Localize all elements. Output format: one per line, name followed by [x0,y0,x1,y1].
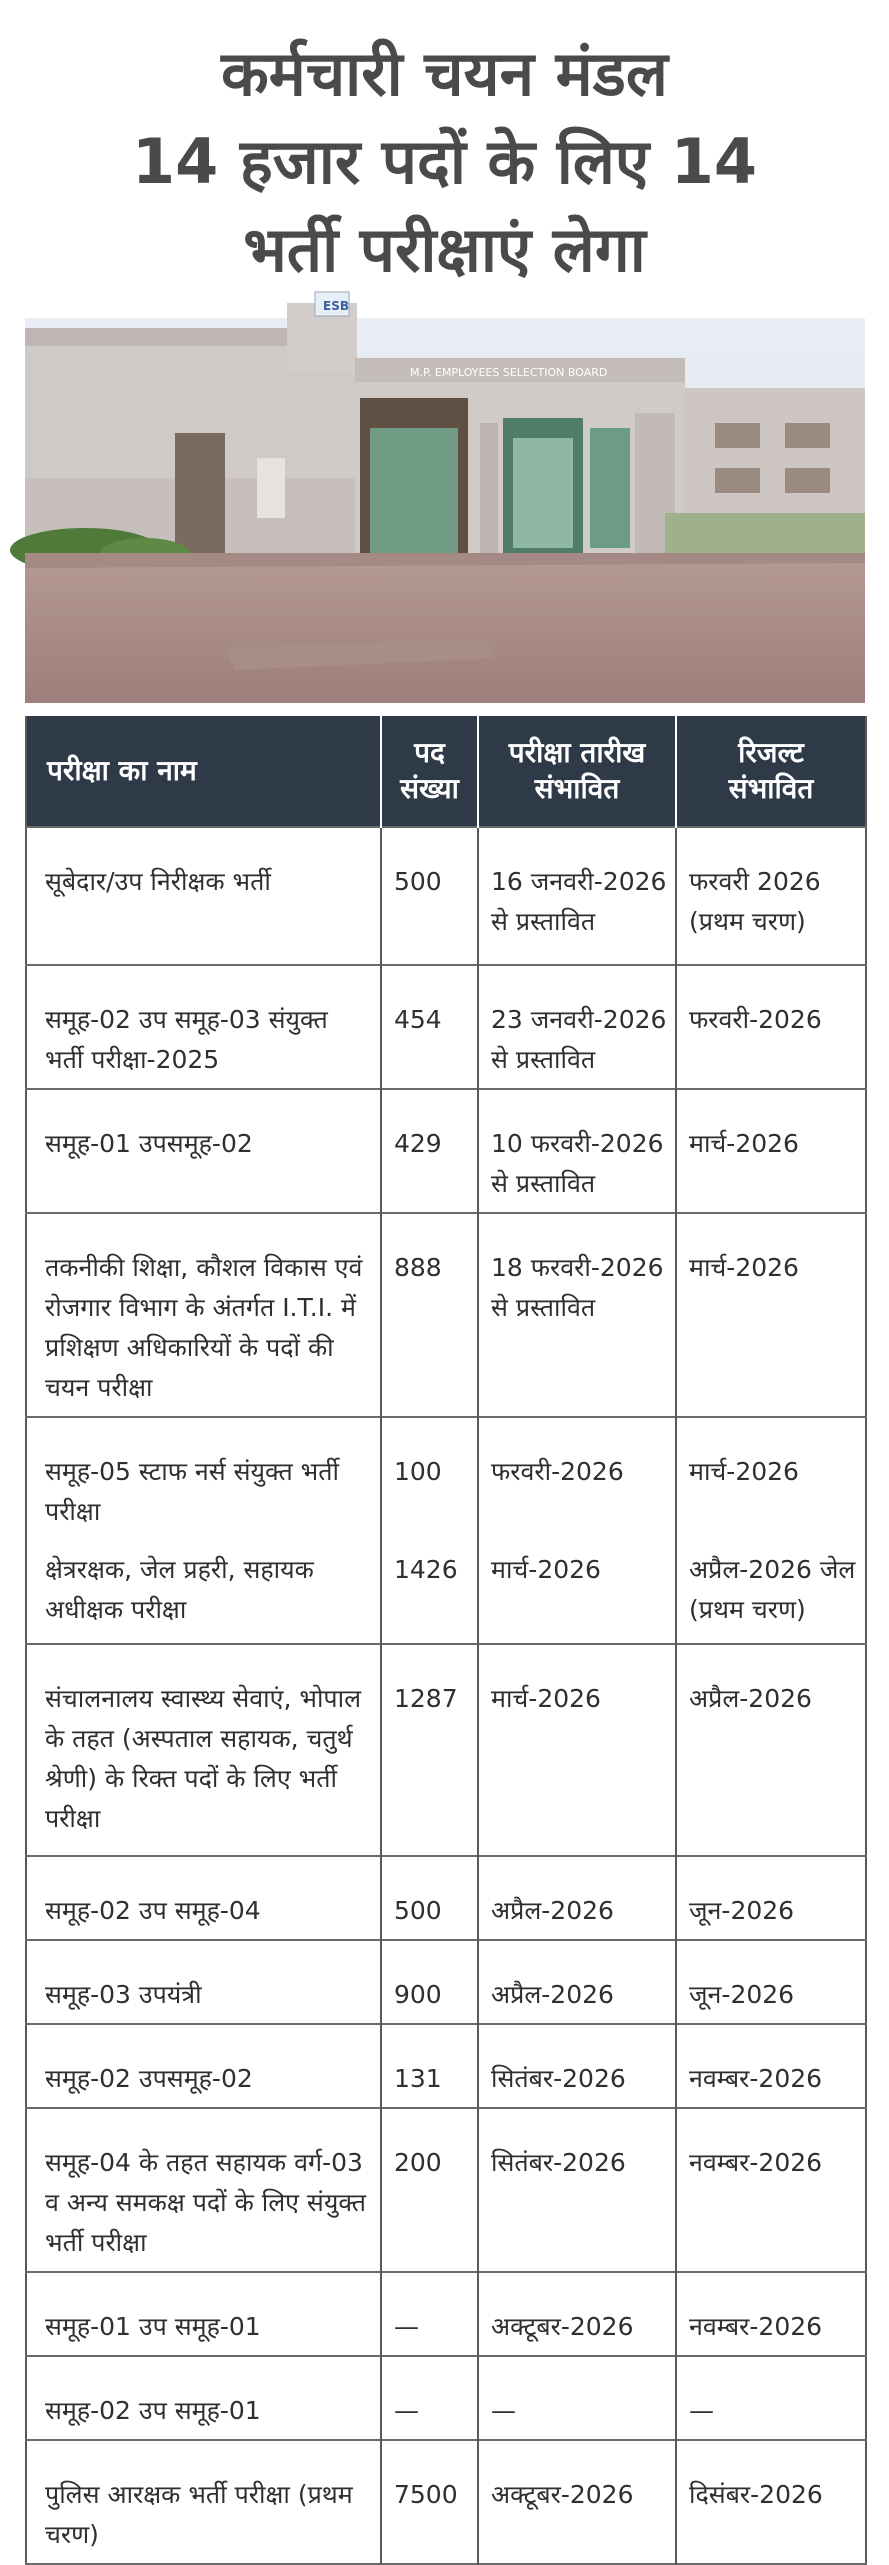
post-count: 900 [381,1940,478,2024]
table-header-row [26,716,866,827]
post-count: 1287 [381,1644,478,1856]
table-row [26,965,866,1089]
table-row [26,2272,866,2356]
header-posts: पद संख्या [381,716,478,827]
exam-name: समूह-01 उपसमूह-02 [26,1089,381,1213]
post-count: — [381,2272,478,2356]
post-count: 7500 [381,2440,478,2564]
exam-date: अप्रैल-2026 [478,1856,676,1940]
table-row [26,2356,866,2440]
result-date: फरवरी 2026 (प्रथम चरण) [689,867,821,936]
exam-name: समूह-02 उपसमूह-02 [26,2024,381,2108]
exam-name: समूह-04 के तहत सहायक वर्ग-03 व अन्य समकक्ष पदों के लिए संयुक्त भर्ती परीक्षा [26,2108,381,2272]
header-result-date: रिजल्ट संभावित [676,716,866,827]
post-count: 429 [381,1089,478,1213]
headline [0,30,889,294]
table-row [26,2024,866,2108]
post-count: 100 [381,1417,478,1540]
table-row [26,1089,866,1213]
result-date: जून-2026 [689,1980,795,2009]
exam-name: पुलिस आरक्षक भर्ती परीक्षा (प्रथम चरण) [26,2440,381,2564]
header-exam-name: परीक्षा का नाम [26,716,381,827]
table-row [26,1540,866,1644]
table-row [26,2440,866,2564]
result-date: अप्रैल-2026 [689,1684,812,1713]
exam-schedule-table [25,716,865,2565]
result-date: नवम्बर-2026 [689,2312,823,2341]
exam-name: समूह-03 उपयंत्री [26,1940,381,2024]
exam-date: मार्च-2026 [478,1540,676,1644]
post-count: 454 [381,965,478,1089]
post-count: 500 [381,827,478,965]
result-date: मार्च-2026 [689,1129,799,1158]
exam-date: — [478,2356,676,2440]
headline-line-1: कर्मचारी चयन मंडल [221,37,668,110]
table-row [26,1940,866,2024]
result-date: मार्च-2026 [689,1457,799,1486]
exam-date: 23 जनवरी-2026 से प्रस्तावित [478,965,676,1089]
exam-date: अक्टूबर-2026 [478,2440,676,2564]
headline-line-2: 14 हजार पदों के लिए 14 [131,125,758,198]
table-row [26,827,866,965]
post-count: 1426 [381,1540,478,1644]
post-count: 500 [381,1856,478,1940]
exam-name: सूबेदार/उप निरीक्षक भर्ती [26,827,381,965]
exam-date: 16 जनवरी-2026 से प्रस्तावित [478,827,676,965]
exam-name: समूह-01 उप समूह-01 [26,2272,381,2356]
exam-name: समूह-02 उप समूह-03 संयुक्त भर्ती परीक्षा-2025 [26,965,381,1089]
post-count: — [381,2356,478,2440]
headline-line-3: भर्ती परीक्षाएं लेगा [243,213,646,286]
exam-name: तकनीकी शिक्षा, कौशल विकास एवं रोजगार विभाग के अंतर्गत I.T.I. में प्रशिक्षण अधिकारियों के पदों की चयन परीक्षा [26,1213,381,1417]
result-date: नवम्बर-2026 [689,2148,823,2177]
result-date: — [689,2396,714,2425]
building-photo [25,299,865,703]
exam-name: समूह-02 उप समूह-01 [26,2356,381,2440]
header-exam-date: परीक्षा तारीख संभावित [478,716,676,827]
post-count: 131 [381,2024,478,2108]
exam-name: समूह-02 उप समूह-04 [26,1856,381,1940]
result-date: फरवरी-2026 [689,1005,822,1034]
exam-date: फरवरी-2026 [478,1417,676,1540]
table-row [26,1856,866,1940]
post-count: 888 [381,1213,478,1417]
exam-date: 10 फरवरी-2026 से प्रस्तावित [478,1089,676,1213]
building-sign: M.P. EMPLOYEES SELECTION BOARD [410,366,608,379]
table-row [26,1644,866,1856]
exam-date: सितंबर-2026 [478,2108,676,2272]
post-count: 200 [381,2108,478,2272]
exam-name: क्षेत्ररक्षक, जेल प्रहरी, सहायक अधीक्षक परीक्षा [26,1540,381,1644]
table-row [26,1417,866,1540]
exam-date: मार्च-2026 [478,1644,676,1856]
result-date: अप्रैल-2026 जेल (प्रथम चरण) [689,1555,856,1624]
exam-name: समूह-05 स्टाफ नर्स संयुक्त भर्ती परीक्षा [26,1417,381,1540]
table-row [26,1213,866,1417]
result-date: मार्च-2026 [689,1253,799,1282]
result-date: नवम्बर-2026 [689,2064,823,2093]
exam-name: संचालनालय स्वास्थ्य सेवाएं, भोपाल के तहत (अस्पताल सहायक, चतुर्थ श्रेणी) के रिक्त पदों के लिए भर्ती परीक्षा [26,1644,381,1856]
roof-logo: ESB [323,299,349,313]
exam-date: अक्टूबर-2026 [478,2272,676,2356]
exam-date: अप्रैल-2026 [478,1940,676,2024]
result-date: दिसंबर-2026 [689,2480,823,2509]
table-row [26,2108,866,2272]
exam-date: 18 फरवरी-2026 से प्रस्तावित [478,1213,676,1417]
exam-date: सितंबर-2026 [478,2024,676,2108]
result-date: जून-2026 [689,1896,795,1925]
